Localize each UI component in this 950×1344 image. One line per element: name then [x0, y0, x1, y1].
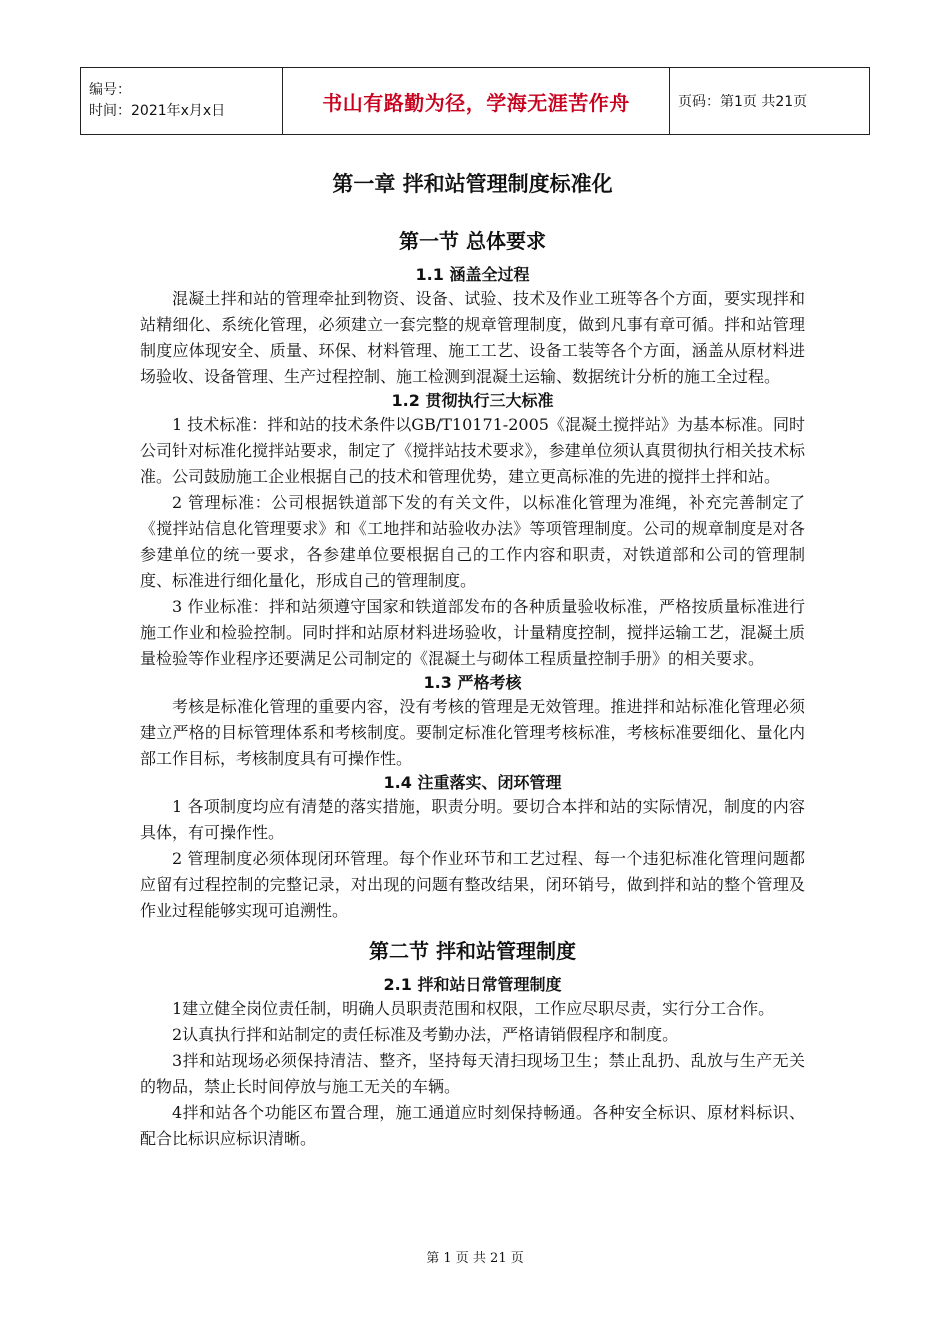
- document-body: [140, 166, 805, 1152]
- paragraph: 3拌和站现场必须保持清洁、整齐，坚持每天清扫现场卫生；禁止乱扔、乱放与生产无关的物品，禁止长时间停放与施工无关的车辆。: [140, 1051, 805, 1096]
- header-meta: [81, 68, 283, 135]
- document-date: 时间：2021年x月x日: [89, 103, 226, 119]
- subsection-title: 1.1 涵盖全过程: [415, 265, 530, 284]
- paragraph: 2 管理标准：公司根据铁道部下发的有关文件，以标准化管理为准绳，补充完善制定了《搅拌站信息化管理要求》和《工地拌和站验收办法》等项管理制度。公司的规章制度是对各参建单位的统一要求，各参建单位要根据自己的工作内容和职责，对铁道部和公司的管理制度、标准进行细化量化，形成自己的管理制度。: [140, 493, 805, 590]
- paragraph: 考核是标准化管理的重要内容，没有考核的管理是无效管理。推进拌和站标准化管理必须建立严格的目标管理体系和考核制度。要制定标准化管理考核标准，考核标准要细化、量化内部工作目标，考核制度具有可操作性。: [140, 697, 805, 768]
- section-title: 第二节 拌和站管理制度: [369, 939, 576, 963]
- subsection-title: 1.2 贯彻执行三大标准: [391, 391, 554, 410]
- subsection-title: 1.4 注重落实、闭环管理: [383, 773, 562, 792]
- paragraph: 2 管理制度必须体现闭环管理。每个作业环节和工艺过程、每一个违犯标准化管理问题都应留有过程控制的完整记录，对出现的问题有整改结果，闭环销号，做到拌和站的整个管理及作业过程能够实现可追溯性。: [140, 849, 805, 920]
- paragraph: 3 作业标准：拌和站须遵守国家和铁道部发布的各种质量验收标准，严格按质量标准进行施工作业和检验控制。同时拌和站原材料进场验收，计量精度控制，搅拌运输工艺，混凝土质量检验等作业程序还要满足公司制定的《混凝土与砌体工程质量控制手册》的相关要求。: [140, 597, 805, 668]
- paragraph: 1 技术标准：拌和站的技术条件以GB/T10171-2005《混凝土搅拌站》为基本标准。同时公司针对标准化搅拌站要求，制定了《搅拌站技术要求》，参建单位须认真贯彻执行相关技术标准。公司鼓励施工企业根据自己的技术和管理优势，建立更高标准的先进的搅拌土拌和站。: [140, 415, 805, 486]
- header-motto: 书山有路勤为径，学海无涯苦作舟: [283, 68, 670, 135]
- header-page-info: 页码：第1页 共21页: [670, 68, 870, 135]
- chapter-title: 第一章 拌和站管理制度标准化: [332, 172, 613, 196]
- paragraph: 2认真执行拌和站制定的责任标准及考勤办法，严格请销假程序和制度。: [172, 1025, 679, 1044]
- paragraph: 4拌和站各个功能区布置合理，施工通道应时刻保持畅通。各种安全标识、原材料标识、配合比标识应标识清晰。: [140, 1103, 805, 1148]
- subsection-title: 2.1 拌和站日常管理制度: [383, 975, 562, 994]
- page-footer: 第 1 页 共 21 页: [426, 1251, 524, 1266]
- paragraph: 混凝土拌和站的管理牵扯到物资、设备、试验、技术及作业工班等各个方面，要实现拌和站精细化、系统化管理，必须建立一套完整的规章管理制度，做到凡事有章可循。拌和站管理制度应体现安全、质量、环保、材料管理、施工工艺、设备工装等各个方面，涵盖从原材料进场验收、设备管理、生产过程控制、施工检测到混凝土运输、数据统计分析的施工全过程。: [140, 289, 805, 386]
- section-title: 第一节 总体要求: [399, 229, 546, 253]
- paragraph: 1 各项制度均应有清楚的落实措施，职责分明。要切合本拌和站的实际情况，制度的内容具体，有可操作性。: [140, 797, 805, 842]
- subsection-title: 1.3 严格考核: [423, 673, 522, 692]
- document-number-label: 编号：: [89, 82, 131, 98]
- paragraph: 1建立健全岗位责任制，明确人员职责范围和权限，工作应尽职尽责，实行分工合作。: [172, 999, 775, 1018]
- document-header: [80, 67, 870, 135]
